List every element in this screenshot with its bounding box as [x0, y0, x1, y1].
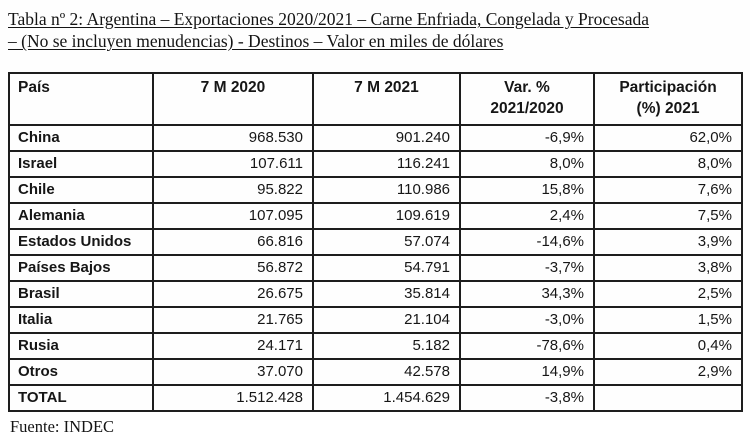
cell-variation-total: -3,8%	[460, 385, 594, 411]
source-caption: Fuente: INDEC	[10, 417, 115, 436]
cell-7m2021: 57.074	[313, 229, 460, 255]
header-row	[9, 73, 742, 125]
table-title-line2: – (No se incluyen menudencias) - Destinos – Valor en miles de dólares	[8, 31, 504, 51]
table-row-estados-unidos	[9, 229, 742, 255]
column-header-variation	[460, 73, 594, 125]
cell-7m2021: 54.791	[313, 255, 460, 281]
cell-country: Brasil	[9, 281, 153, 307]
table-row-alemania	[9, 203, 742, 229]
cell-participation-total	[594, 385, 742, 411]
cell-7m2020: 24.171	[153, 333, 313, 359]
cell-participation: 3,8%	[594, 255, 742, 281]
column-header-participation-line1: Participación	[619, 79, 717, 96]
cell-variation: 8,0%	[460, 151, 594, 177]
column-header-pais: País	[9, 73, 153, 125]
cell-7m2020: 107.611	[153, 151, 313, 177]
cell-country: Estados Unidos	[9, 229, 153, 255]
cell-country: Italia	[9, 307, 153, 333]
cell-participation: 0,4%	[594, 333, 742, 359]
cell-7m2021: 21.104	[313, 307, 460, 333]
cell-7m2020-total: 1.512.428	[153, 385, 313, 411]
cell-country-total: TOTAL	[9, 385, 153, 411]
cell-7m2021: 116.241	[313, 151, 460, 177]
cell-7m2021: 901.240	[313, 125, 460, 151]
table-row-rusia	[9, 333, 742, 359]
cell-country: Alemania	[9, 203, 153, 229]
cell-participation: 2,9%	[594, 359, 742, 385]
cell-country: China	[9, 125, 153, 151]
cell-7m2020: 56.872	[153, 255, 313, 281]
cell-variation: -14,6%	[460, 229, 594, 255]
table-row-paises-bajos	[9, 255, 742, 281]
cell-country: Países Bajos	[9, 255, 153, 281]
cell-participation: 2,5%	[594, 281, 742, 307]
cell-7m2020: 21.765	[153, 307, 313, 333]
cell-participation: 3,9%	[594, 229, 742, 255]
cell-7m2021: 109.619	[313, 203, 460, 229]
table-row-italia	[9, 307, 742, 333]
cell-variation: 15,8%	[460, 177, 594, 203]
column-header-7m2021: 7 M 2021	[313, 73, 460, 125]
cell-country: Israel	[9, 151, 153, 177]
cell-participation: 8,0%	[594, 151, 742, 177]
table-row-chile	[9, 177, 742, 203]
table-title	[8, 8, 734, 52]
cell-variation: -78,6%	[460, 333, 594, 359]
cell-7m2021: 35.814	[313, 281, 460, 307]
column-header-participation-line2: (%) 2021	[636, 100, 700, 117]
cell-7m2020: 66.816	[153, 229, 313, 255]
cell-country: Rusia	[9, 333, 153, 359]
exports-table	[8, 72, 743, 412]
table-title-line1: Tabla nº 2: Argentina – Exportaciones 2020/2021 – Carne Enfriada, Congelada y Procesada	[8, 9, 649, 29]
cell-participation: 62,0%	[594, 125, 742, 151]
column-header-variation-line1: Var. %	[504, 79, 550, 96]
cell-variation: -3,0%	[460, 307, 594, 333]
table-row-otros	[9, 359, 742, 385]
cell-7m2021: 5.182	[313, 333, 460, 359]
table-row-israel	[9, 151, 742, 177]
cell-variation: 2,4%	[460, 203, 594, 229]
cell-7m2021: 42.578	[313, 359, 460, 385]
cell-7m2020: 107.095	[153, 203, 313, 229]
cell-country: Chile	[9, 177, 153, 203]
cell-country: Otros	[9, 359, 153, 385]
cell-participation: 1,5%	[594, 307, 742, 333]
column-header-participation	[594, 73, 742, 125]
cell-7m2021-total: 1.454.629	[313, 385, 460, 411]
cell-participation: 7,6%	[594, 177, 742, 203]
cell-7m2021: 110.986	[313, 177, 460, 203]
cell-variation: -3,7%	[460, 255, 594, 281]
cell-7m2020: 95.822	[153, 177, 313, 203]
cell-variation: 34,3%	[460, 281, 594, 307]
cell-7m2020: 968.530	[153, 125, 313, 151]
table-row-total	[9, 385, 742, 411]
cell-7m2020: 37.070	[153, 359, 313, 385]
cell-7m2020: 26.675	[153, 281, 313, 307]
column-header-7m2020: 7 M 2020	[153, 73, 313, 125]
cell-variation: -6,9%	[460, 125, 594, 151]
table-row-china	[9, 125, 742, 151]
cell-participation: 7,5%	[594, 203, 742, 229]
table-row-brasil	[9, 281, 742, 307]
column-header-variation-line2: 2021/2020	[490, 100, 564, 117]
cell-variation: 14,9%	[460, 359, 594, 385]
